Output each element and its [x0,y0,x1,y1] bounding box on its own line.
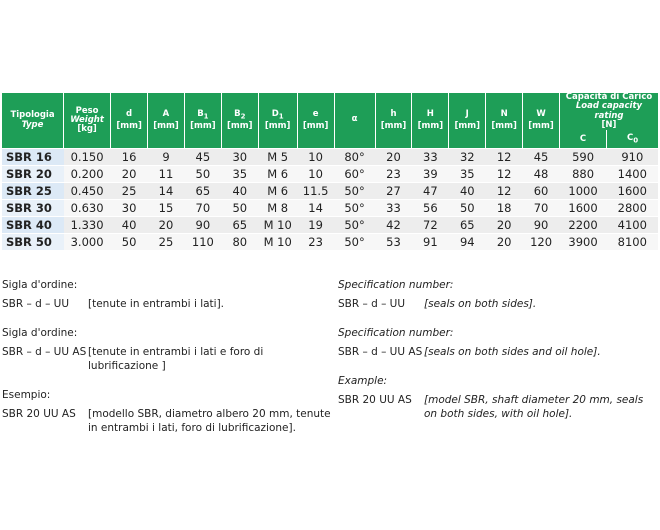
type-cell: SBR 40 [2,217,64,234]
table-cell: 1400 [607,166,658,183]
table-cell: 16 [111,149,148,166]
type-cell: SBR 25 [2,183,64,200]
table-cell: 30 [111,200,148,217]
table-cell: 590 [559,149,606,166]
order2-desc-it: [tenute in entrambi i lati e foro di lubrificazione ] [88,346,264,372]
table-row [2,149,658,166]
table-cell: 2200 [559,217,606,234]
order1-desc-en: [seals on both sides]. [424,298,537,310]
header-d1: $D_1$ [mm] [258,93,297,149]
table-cell: 11 [148,166,185,183]
example-code-en: SBR 20 UU AS [338,394,412,406]
header-c: C [559,130,606,149]
table-row [2,200,658,217]
table-cell: 4100 [607,217,658,234]
table-cell: 20 [486,234,523,251]
table-cell: M 6 [258,183,297,200]
table-cell: 20 [375,149,412,166]
table-cell: 14 [148,183,185,200]
example-title-en: Example: [338,375,388,387]
table-cell: 45 [523,149,560,166]
table-cell: 19 [297,217,334,234]
table-cell: 70 [523,200,560,217]
table-cell: 30 [221,149,258,166]
table-cell: 50 [221,200,258,217]
table-cell: 47 [412,183,449,200]
table-body [2,149,658,251]
table-row [2,217,658,234]
table-cell: 25 [111,183,148,200]
table-cell: 0.630 [64,200,111,217]
table-cell: 1.330 [64,217,111,234]
header-j: J [mm] [449,93,486,149]
table-cell: 25 [148,234,185,251]
table-cell: 910 [607,149,658,166]
specification-table [2,93,658,250]
table-cell: M 10 [258,217,297,234]
table-cell: 56 [412,200,449,217]
order2-desc-en: [seals on both sides and oil hole]. [424,346,601,358]
table-cell: 2800 [607,200,658,217]
table-cell: 53 [375,234,412,251]
table-cell: 70 [184,200,221,217]
example-desc-it: [modello SBR, diametro albero 20 mm, tenute in entrambi i lati, foro di lubrificazione]. [88,408,331,434]
table-cell: 60 [523,183,560,200]
table-cell: 42 [375,217,412,234]
order2-code-it: SBR – d – UU AS [2,346,87,358]
table-cell: 33 [412,149,449,166]
header-c0: $C_0$ [607,130,658,149]
table-cell: 12 [486,166,523,183]
table-cell: 90 [523,217,560,234]
table-cell: 91 [412,234,449,251]
type-cell: SBR 16 [2,149,64,166]
table-cell: 50 [449,200,486,217]
table-cell: 32 [449,149,486,166]
header-type: Tipologia Type [2,93,64,149]
table-cell: 15 [148,200,185,217]
example-title-it: Esempio: [2,389,51,401]
table-cell: 65 [449,217,486,234]
table-cell: 35 [449,166,486,183]
table-cell: 20 [486,217,523,234]
header-b1: $B_1$ [mm] [184,93,221,149]
table-cell: 90 [184,217,221,234]
table-cell: 12 [486,183,523,200]
table-cell: 12 [486,149,523,166]
table-cell: 50° [334,217,375,234]
order1-code-en: SBR – d – UU [338,298,406,310]
table-cell: 35 [221,166,258,183]
table-cell: 14 [297,200,334,217]
table-cell: 110 [184,234,221,251]
header-n: N [mm] [486,93,523,149]
table-cell: M 10 [258,234,297,251]
table-cell: 1600 [559,200,606,217]
table-cell: 0.450 [64,183,111,200]
table-cell: 1000 [559,183,606,200]
table-cell: 9 [148,149,185,166]
order1-title-it: Sigla d'ordine: [2,279,78,291]
table-cell: 80 [221,234,258,251]
order1-code-it: SBR – d – UU [2,298,70,310]
type-cell: SBR 50 [2,234,64,251]
table-cell: M 5 [258,149,297,166]
table-cell: 11.5 [297,183,334,200]
table-cell: M 6 [258,166,297,183]
order-notes-english [338,278,656,421]
order2-title-en: Specification number: [338,327,454,339]
table-cell: 40 [111,217,148,234]
table-row [2,166,658,183]
table-cell: 48 [523,166,560,183]
table-cell: 20 [148,217,185,234]
table-cell: 40 [221,183,258,200]
header-e: e [mm] [297,93,334,149]
header-d: d [mm] [111,93,148,149]
table-cell: 50 [184,166,221,183]
table-cell: 50° [334,183,375,200]
table-cell: 120 [523,234,560,251]
header-weight: Peso Weight [kg] [64,93,111,149]
table-cell: 50 [111,234,148,251]
table-cell: 50° [334,234,375,251]
table-cell: M 8 [258,200,297,217]
order2-code-en: SBR – d – UU AS [338,346,423,358]
type-cell: SBR 20 [2,166,64,183]
header-h: h [mm] [375,93,412,149]
table-cell: 23 [297,234,334,251]
order-notes-italian [2,278,332,435]
table-cell: 27 [375,183,412,200]
table-row [2,234,658,251]
table-cell: 23 [375,166,412,183]
table-cell: 0.200 [64,166,111,183]
header-h-upper: H [mm] [412,93,449,149]
table-cell: 10 [297,166,334,183]
table-cell: 33 [375,200,412,217]
table-cell: 3900 [559,234,606,251]
table-cell: 72 [412,217,449,234]
table-cell: 8100 [607,234,658,251]
table-cell: 1600 [607,183,658,200]
table-cell: 80° [334,149,375,166]
table-cell: 10 [297,149,334,166]
order1-title-en: Specification number: [338,279,454,291]
table-cell: 40 [449,183,486,200]
table-cell: 50° [334,200,375,217]
table-row [2,183,658,200]
order1-desc-it: [tenute in entrambi i lati]. [88,298,225,310]
type-cell: SBR 30 [2,200,64,217]
table-cell: 39 [412,166,449,183]
header-alpha: α [334,93,375,149]
example-desc-en: [model SBR, shaft diameter 20 mm, seals on both sides, with oil hole]. [424,394,644,420]
table-cell: 45 [184,149,221,166]
table-cell: 65 [184,183,221,200]
table-cell: 65 [221,217,258,234]
example-code-it: SBR 20 UU AS [2,408,76,420]
header-b2: $B_2$ [mm] [221,93,258,149]
table-cell: 880 [559,166,606,183]
table-cell: 0.150 [64,149,111,166]
table-cell: 20 [111,166,148,183]
header-load-capacity: Capacità di Carico Load capacity rating [N] [559,93,658,130]
table-cell: 94 [449,234,486,251]
header-w: W [mm] [523,93,560,149]
table-cell: 18 [486,200,523,217]
order2-title-it: Sigla d'ordine: [2,327,78,339]
table-cell: 60° [334,166,375,183]
table-cell: 3.000 [64,234,111,251]
header-a: A [mm] [148,93,185,149]
